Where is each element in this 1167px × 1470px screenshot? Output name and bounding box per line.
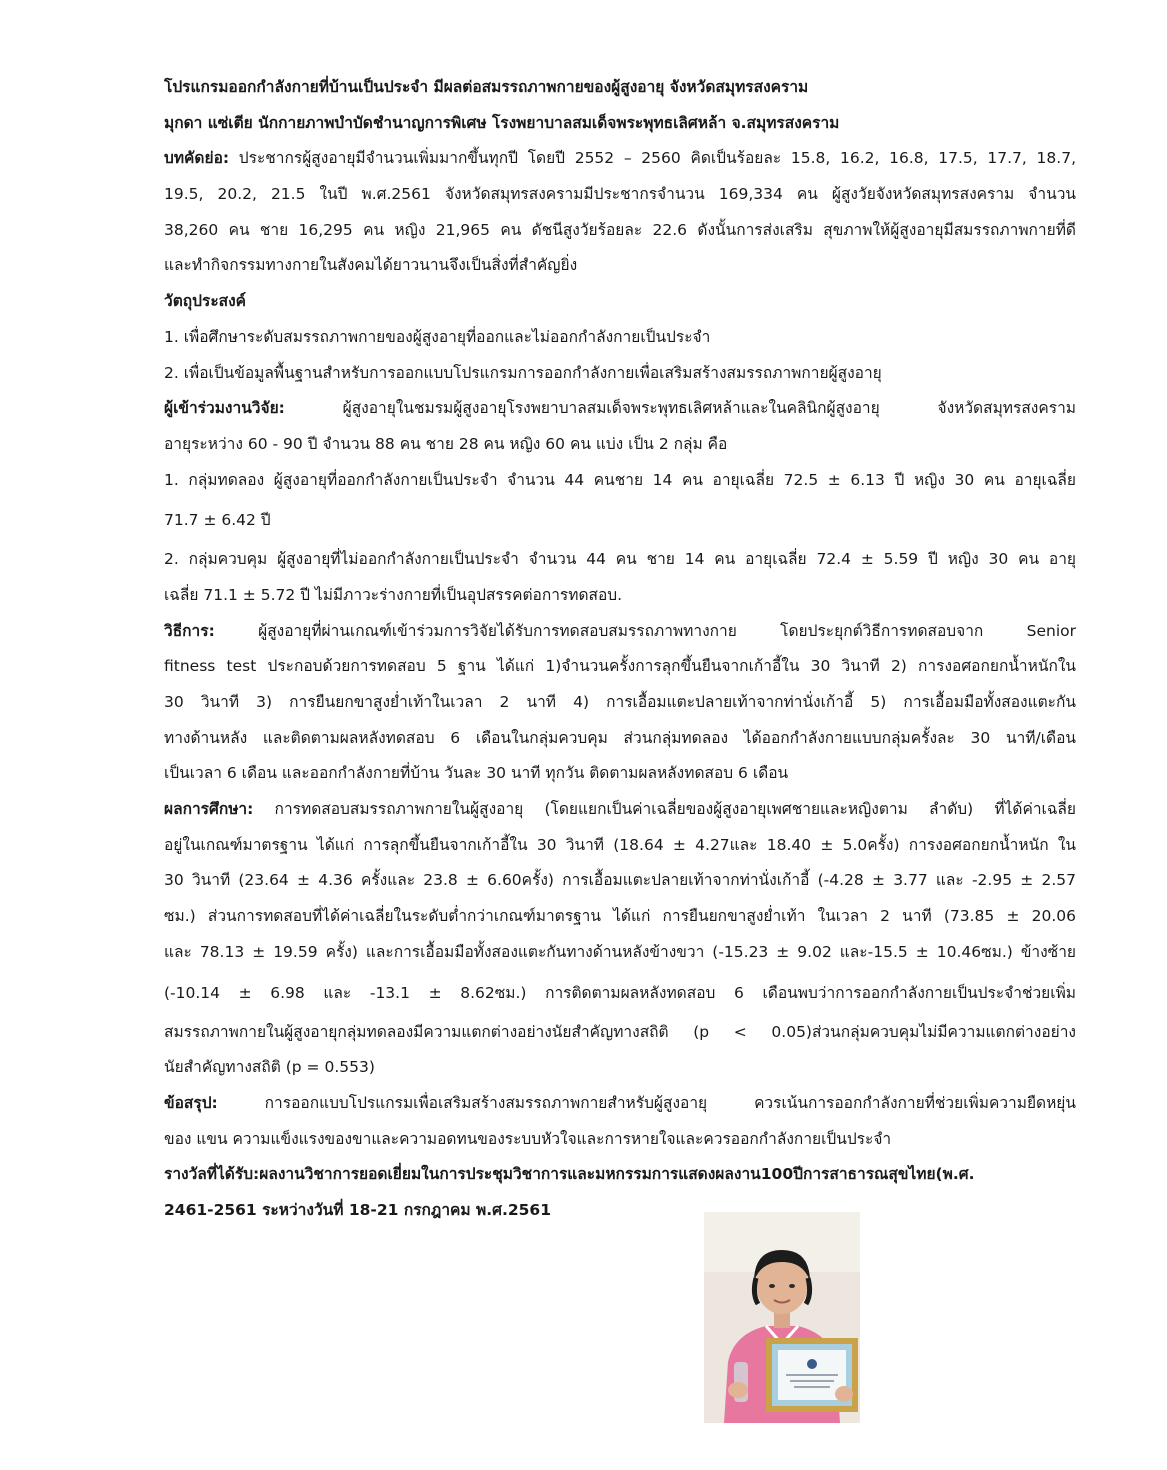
abstract-line-3: 38,260 คน ชาย 16,295 คน หญิง 21,965 คน ดัชนีสูงวัยร้อยละ 22.6 ดังนั้นการส่งเสริม สุขภาพให้ผู้สูงอายุมีสมรรถภาพกายที่ดี	[164, 220, 1076, 239]
certificate-text-line	[794, 1386, 830, 1388]
abstract-line-4: และทำกิจกรรมทางกายในสังคมได้ยาวนานจึงเป็นสิ่งที่สำคัญยิ่ง	[164, 256, 578, 275]
methods-line-1: วิธีการ: ผู้สูงอายุที่ผ่านเกณฑ์เข้าร่วมการวิจัยได้รับการทดสอบสมรรถภาพทางกาย โดยประยุกต์วิธีการทดสอบจาก Senior	[164, 621, 1076, 640]
participants-line-1: ผู้เข้าร่วมงานวิจัย: ผู้สูงอายุในชมรมผู้สูงอายุโรงพยาบาลสมเด็จพระพุทธเลิศหล้าและในคลินิกผู้สูงอายุ จังหวัดสมุทรสงคราม	[164, 399, 1076, 418]
methods-line-2: fitness test ประกอบด้วยการทดสอบ 5 ฐาน ได้แก่ 1)จำนวนครั้งการลุกขึ้นยืนจากเก้าอี้ใน 30 วินาที 2) การงอศอกยกน้ำหนักใน	[164, 657, 1076, 676]
results-line-8: นัยสำคัญทางสถิติ (p = 0.553)	[164, 1058, 375, 1077]
results-label: ผลการศึกษา:	[164, 800, 254, 819]
conclusion-line-2: ของ แขน ความแข็งแรงของขาและความอดทนของระบบหัวใจและการหายใจและควรออกกำลังกายเป็นประจำ	[164, 1129, 892, 1148]
certificate-text-line	[786, 1374, 838, 1376]
results-line-3: 30 วินาที (23.64 ± 4.36 ครั้งและ 23.8 ± 6.60ครั้ง) การเอื้อมแตะปลายเท้าจากท่านั่งเก้าอี้ (-4.28 ± 3.77 และ -2.95 ± 2.57	[164, 871, 1076, 890]
results-line-4: ซม.) ส่วนการทดสอบที่ได้ค่าเฉลี่ยในระดับต่ำกว่าเกณฑ์มาตรฐาน ได้แก่ การยืนยกขาสูงย่ำเท้า ในเวลา 2 นาที (73.85 ± 20.06	[164, 907, 1076, 926]
person-hand-right	[835, 1386, 853, 1402]
award-line-2: 2461-2561 ระหว่างวันที่ 18-21 กรกฎาคม พ.ศ.2561	[164, 1200, 551, 1219]
objective-item-1: 1. เพื่อศึกษาระดับสมรรถภาพกายของผู้สูงอายุที่ออกและไม่ออกกำลังกายเป็นประจำ	[164, 327, 711, 346]
group1-line-1: 1. กลุ่มทดลอง ผู้สูงอายุที่ออกกำลังกายเป็นประจำ จำนวน 44 คนชาย 14 คน อายุเฉลี่ย 72.5 ± 6.13 ปี หญิง 30 คน อายุเฉลี่ย	[164, 470, 1076, 489]
methods-line-3: 30 วินาที 3) การยืนยกขาสูงย่ำเท้าในเวลา 2 นาที 4) การเอื้อมแตะปลายเท้าจากท่านั่งเก้าอี้ 5) การเอื้อมมือทั้งสองแตะกัน	[164, 693, 1076, 711]
award-photo-illustration	[704, 1212, 860, 1423]
certificate-text-line	[790, 1380, 834, 1382]
award-line-1: รางวัลที่ได้รับ:ผลงานวิชาการยอดเยี่ยมในการประชุมวิชาการและมหกรรมการแสดงผลงาน100ปีการสาธารณสุขไทย(พ.ศ.	[164, 1165, 975, 1184]
abstract-line-2: 19.5, 20.2, 21.5 ในปี พ.ศ.2561 จังหวัดสมุทรสงครามมีประชากรจำนวน 169,334 คน ผู้สูงวัยจังหวัดสมุทรสงคราม จำนวน	[164, 185, 1076, 204]
results-line-1: ผลการศึกษา: การทดสอบสมรรถภาพกายในผู้สูงอายุ (โดยแยกเป็นค่าเฉลี่ยของผู้สูงอายุเพศชายและหญิงตาม ลำดับ) ที่ได้ค่าเฉลี่ย	[164, 800, 1076, 819]
abstract-line-1: บทคัดย่อ: ประชากรผู้สูงอายุมีจำนวนเพิ่มมากขึ้นทุกปี โดยปี 2552 – 2560 คิดเป็นร้อยละ 15.8, 16.2, 16.8, 17.5, 17.7, 18.7,	[164, 149, 1076, 168]
person-eye-left	[769, 1284, 775, 1288]
participants-label: ผู้เข้าร่วมงานวิจัย:	[164, 399, 285, 418]
results-line-7: สมรรถภาพกายในผู้สูงอายุกลุ่มทดลองมีความแตกต่างอย่างนัยสำคัญทางสถิติ (p < 0.05)ส่วนกลุ่มควบคุมไม่มีความแตกต่างอย่าง	[164, 1022, 1076, 1041]
abstract-label: บทคัดย่อ:	[164, 149, 230, 168]
results-line-2: อยู่ในเกณฑ์มาตรฐาน ได้แก่ การลุกขึ้นยืนจากเก้าอี้ใน 30 วินาที (18.64 ± 4.27และ 18.40 ± 5.0ครั้ง) การงอศอกยกน้ำหนัก ใน	[164, 835, 1076, 854]
methods-line-5: เป็นเวลา 6 เดือน และออกกำลังกายที่บ้าน วันละ 30 นาที ทุกวัน ติดตามผลหลังทดสอบ 6 เดือน	[164, 764, 789, 783]
results-line-6: (-10.14 ± 6.98 และ -13.1 ± 8.62ซม.) การติดตามผลหลังทดสอบ 6 เดือนพบว่าการออกกำลังกายเป็นประจำช่วยเพิ่ม	[164, 983, 1076, 1002]
person-hand-left	[728, 1382, 748, 1398]
results-line-5: และ 78.13 ± 19.59 ครั้ง) และการเอื้อมมือทั้งสองแตะกันทางด้านหลังข้างขวา (-15.23 ± 9.02 และ-15.5 ± 10.46ซม.) ข้างซ้าย	[164, 942, 1076, 961]
objective-item-2: 2. เพื่อเป็นข้อมูลพื้นฐานสำหรับการออกแบบโปรแกรมการออกกำลังกายเพื่อเสริมสร้างสมรรถภาพกายผู้สูงอายุ	[164, 363, 882, 382]
group2-line-2: เฉลี่ย 71.1 ± 5.72 ปี ไม่มีภาวะร่างกายที่เป็นอุปสรรคต่อการทดสอบ.	[164, 585, 623, 604]
group1-line-2: 71.7 ± 6.42 ปี	[164, 511, 271, 530]
person-eye-right	[789, 1284, 795, 1288]
author-line: มุกดา แซ่เตีย นักกายภาพบำบัดชำนาญการพิเศษ โรงพยาบาลสมเด็จพระพุทธเลิศหล้า จ.สมุทรสงคราม	[164, 113, 840, 132]
certificate-seal-icon	[807, 1359, 817, 1369]
participants-line-2: อายุระหว่าง 60 - 90 ปี จำนวน 88 คน ชาย 28 คน หญิง 60 คน แบ่ง เป็น 2 กลุ่ม คือ	[164, 434, 728, 453]
objectives-heading: วัตถุประสงค์	[164, 292, 247, 311]
conclusion-line-1: ข้อสรุป: การออกแบบโปรแกรมเพื่อเสริมสร้างสมรรถภาพกายสำหรับผู้สูงอายุ ควรเน้นการออกกำลังกายที่ช่วยเพิ่มความยืดหยุ่น	[164, 1093, 1076, 1112]
document-title: โปรแกรมออกกำลังกายที่บ้านเป็นประจำ มีผลต่อสมรรถภาพกายของผู้สูงอายุ จังหวัดสมุทรสงคราม	[164, 78, 809, 96]
document-body	[164, 70, 1076, 1229]
group2-line-1: 2. กลุ่มควบคุม ผู้สูงอายุที่ไม่ออกกำลังกายเป็นประจำ จำนวน 44 คน ชาย 14 คน อายุเฉลี่ย 72.4 ± 5.59 ปี หญิง 30 คน อายุ	[164, 550, 1076, 569]
conclusion-label: ข้อสรุป:	[164, 1093, 218, 1112]
methods-label: วิธีการ:	[164, 621, 215, 640]
methods-line-4: ทางด้านหลัง และติดตามผลหลังทดสอบ 6 เดือนในกลุ่มควบคุม ส่วนกลุ่มทดลอง ได้ออกกำลังกายแบบกลุ่มครั้งละ 30 นาที/เดือน	[164, 728, 1076, 747]
award-photo	[704, 1212, 860, 1423]
